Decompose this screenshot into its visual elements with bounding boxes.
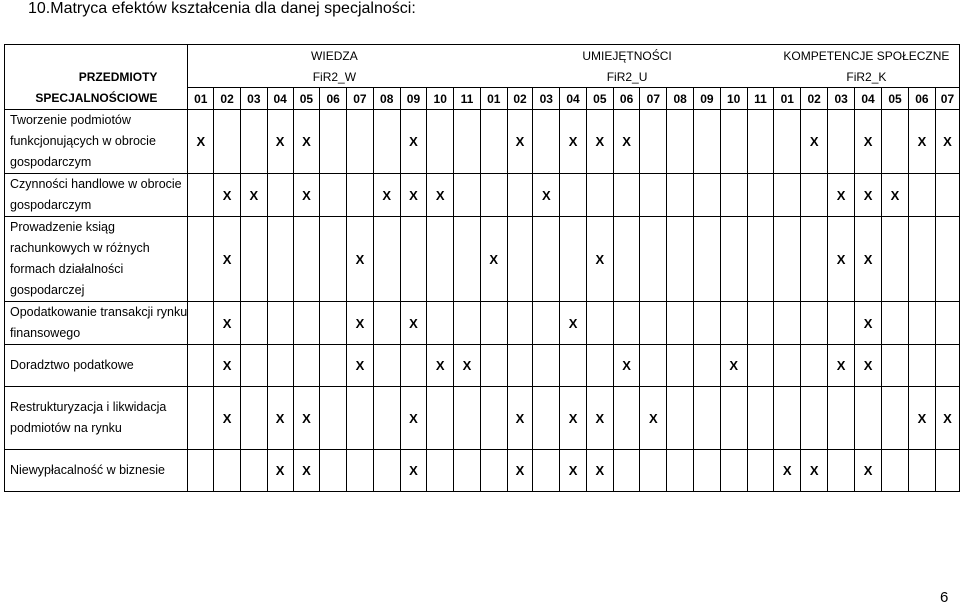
matrix-cell-u-03: X — [533, 174, 560, 217]
col-header-w-07: 07 — [347, 88, 374, 110]
col-header-u-05: 05 — [586, 88, 613, 110]
col-header-u-01: 01 — [480, 88, 507, 110]
matrix-cell-w-04 — [267, 174, 293, 217]
matrix-cell-w-03 — [240, 387, 267, 450]
matrix-cell-u-09 — [694, 450, 721, 492]
matrix-cell-k-05 — [882, 345, 909, 387]
table-row — [5, 387, 960, 450]
matrix-cell-k-02 — [801, 387, 828, 450]
matrix-cell-u-10 — [720, 217, 747, 302]
matrix-cell-u-10 — [720, 174, 747, 217]
matrix-cell-w-09: X — [400, 302, 427, 345]
matrix-cell-u-05: X — [586, 450, 613, 492]
matrix-cell-w-04 — [267, 217, 293, 302]
matrix-cell-u-04: X — [560, 387, 587, 450]
matrix-cell-w-11 — [454, 217, 481, 302]
col-header-k-02: 02 — [801, 88, 828, 110]
matrix-cell-u-01 — [480, 174, 507, 217]
matrix-cell-w-03 — [240, 450, 267, 492]
matrix-cell-w-02: X — [214, 387, 241, 450]
matrix-cell-w-07 — [347, 110, 374, 174]
matrix-cell-u-04: X — [560, 450, 587, 492]
matrix-cell-u-01: X — [480, 217, 507, 302]
subject-name: Niewypłacalność w biznesie — [5, 450, 188, 492]
matrix-cell-u-07 — [640, 302, 667, 345]
matrix-cell-k-07 — [935, 302, 959, 345]
matrix-cell-k-04: X — [855, 110, 882, 174]
matrix-cell-k-06: X — [908, 110, 935, 174]
matrix-cell-k-07 — [935, 345, 959, 387]
matrix-cell-k-03 — [828, 450, 855, 492]
matrix-cell-w-01 — [188, 217, 214, 302]
matrix-cell-u-06 — [613, 450, 640, 492]
matrix-cell-w-10: X — [427, 345, 454, 387]
subject-name: Prowadzenie ksiąg rachunkowych w różnych formach działalności gospodarczej — [5, 217, 188, 302]
matrix-cell-u-01 — [480, 450, 507, 492]
matrix-cell-u-08 — [667, 110, 694, 174]
matrix-cell-u-05: X — [586, 110, 613, 174]
matrix-cell-w-09: X — [400, 110, 427, 174]
table-row — [5, 345, 960, 387]
matrix-cell-u-02: X — [507, 110, 533, 174]
col-header-w-06: 06 — [320, 88, 347, 110]
matrix-cell-u-01 — [480, 387, 507, 450]
matrix-cell-u-11 — [747, 174, 774, 217]
col-header-u-06: 06 — [613, 88, 640, 110]
matrix-cell-u-11 — [747, 387, 774, 450]
col-header-u-11: 11 — [747, 88, 774, 110]
matrix-cell-u-01 — [480, 110, 507, 174]
matrix-cell-u-03 — [533, 387, 560, 450]
matrix-cell-u-08 — [667, 345, 694, 387]
matrix-cell-u-10 — [720, 450, 747, 492]
matrix-cell-u-07 — [640, 174, 667, 217]
matrix-cell-u-02: X — [507, 450, 533, 492]
matrix-cell-k-01 — [774, 387, 801, 450]
matrix-cell-w-07 — [347, 450, 374, 492]
matrix-cell-u-06: X — [613, 345, 640, 387]
group-code-umiejetnosci: FiR2_U — [606, 69, 648, 84]
matrix-cell-w-06 — [320, 345, 347, 387]
matrix-cell-w-11 — [454, 387, 481, 450]
matrix-cell-w-05: X — [293, 450, 320, 492]
matrix-cell-k-01: X — [774, 450, 801, 492]
matrix-cell-u-11 — [747, 450, 774, 492]
matrix-cell-w-08 — [373, 345, 400, 387]
matrix-cell-u-11 — [747, 302, 774, 345]
header-row-numbers — [5, 88, 960, 110]
header-przedmioty: PRZEDMIOTY — [5, 66, 188, 88]
col-header-w-02: 02 — [214, 88, 241, 110]
matrix-cell-u-11 — [747, 110, 774, 174]
matrix-cell-k-02 — [801, 345, 828, 387]
col-header-k-03: 03 — [828, 88, 855, 110]
table-row — [5, 217, 960, 302]
matrix-cell-u-02 — [507, 217, 533, 302]
matrix-cell-k-05 — [882, 302, 909, 345]
col-header-w-09: 09 — [400, 88, 427, 110]
col-header-u-10: 10 — [720, 88, 747, 110]
table-row — [5, 302, 960, 345]
matrix-cell-k-04: X — [855, 217, 882, 302]
matrix-cell-u-06 — [613, 302, 640, 345]
col-header-u-02: 02 — [507, 88, 533, 110]
matrix-cell-u-06 — [613, 174, 640, 217]
matrix-cell-w-10 — [427, 110, 454, 174]
matrix-cell-u-11 — [747, 345, 774, 387]
matrix-cell-w-08: X — [373, 174, 400, 217]
group-header-umiejetnosci: UMIEJĘTNOŚCI — [480, 45, 773, 67]
matrix-cell-u-08 — [667, 217, 694, 302]
matrix-cell-u-02: X — [507, 387, 533, 450]
subject-name: Doradztwo podatkowe — [5, 345, 188, 387]
col-header-w-03: 03 — [240, 88, 267, 110]
matrix-cell-w-01 — [188, 450, 214, 492]
matrix-cell-w-05 — [293, 302, 320, 345]
col-header-w-05: 05 — [293, 88, 320, 110]
matrix-cell-u-09 — [694, 387, 721, 450]
matrix-cell-w-10 — [427, 387, 454, 450]
effects-matrix-table — [4, 44, 960, 492]
matrix-cell-u-05 — [586, 302, 613, 345]
matrix-cell-u-03 — [533, 450, 560, 492]
subject-name: Czynności handlowe w obrocie gospodarczym — [5, 174, 188, 217]
matrix-cell-k-06 — [908, 217, 935, 302]
group-code-kompetencje: FiR2_K — [774, 66, 960, 88]
col-header-w-01: 01 — [188, 88, 214, 110]
matrix-cell-k-06: X — [908, 387, 935, 450]
matrix-cell-w-01 — [188, 302, 214, 345]
matrix-cell-k-01 — [774, 302, 801, 345]
matrix-cell-w-05 — [293, 217, 320, 302]
header-row-codes — [5, 66, 960, 88]
col-header-k-04: 04 — [855, 88, 882, 110]
matrix-cell-w-10 — [427, 450, 454, 492]
matrix-cell-w-06 — [320, 217, 347, 302]
matrix-cell-k-06 — [908, 174, 935, 217]
matrix-cell-w-07: X — [347, 217, 374, 302]
matrix-cell-u-09 — [694, 110, 721, 174]
matrix-cell-u-09 — [694, 217, 721, 302]
col-header-w-08: 08 — [373, 88, 400, 110]
matrix-cell-k-06 — [908, 345, 935, 387]
matrix-cell-w-03 — [240, 217, 267, 302]
matrix-cell-u-04 — [560, 217, 587, 302]
matrix-cell-u-10 — [720, 110, 747, 174]
matrix-cell-w-11: X — [454, 345, 481, 387]
matrix-cell-u-10 — [720, 387, 747, 450]
matrix-cell-u-09 — [694, 345, 721, 387]
matrix-cell-u-03 — [533, 110, 560, 174]
col-header-u-07: 07 — [640, 88, 667, 110]
matrix-cell-w-03 — [240, 110, 267, 174]
matrix-cell-w-04 — [267, 302, 293, 345]
matrix-cell-w-10 — [427, 302, 454, 345]
matrix-cell-u-04: X — [560, 110, 587, 174]
matrix-cell-w-01 — [188, 345, 214, 387]
matrix-cell-w-09: X — [400, 387, 427, 450]
matrix-cell-u-07 — [640, 110, 667, 174]
matrix-cell-w-04: X — [267, 387, 293, 450]
subject-name: Restrukturyzacja i likwidacja podmiotów na rynku — [5, 387, 188, 450]
matrix-cell-w-11 — [454, 302, 481, 345]
matrix-cell-w-02 — [214, 450, 241, 492]
matrix-cell-k-04: X — [855, 345, 882, 387]
col-header-k-01: 01 — [774, 88, 801, 110]
subject-name: Tworzenie podmiotów funkcjonujących w obrocie gospodarczym — [5, 110, 188, 174]
matrix-cell-u-05 — [586, 174, 613, 217]
matrix-cell-u-06: X — [613, 110, 640, 174]
group-code-wiedza: FiR2_W — [188, 66, 480, 88]
col-header-u-09: 09 — [694, 88, 721, 110]
header-row-groups — [5, 45, 960, 67]
matrix-cell-w-05: X — [293, 110, 320, 174]
matrix-cell-w-07 — [347, 387, 374, 450]
col-header-u-04: 04 — [560, 88, 587, 110]
matrix-cell-k-07: X — [935, 110, 959, 174]
matrix-cell-u-09 — [694, 174, 721, 217]
matrix-cell-u-07 — [640, 217, 667, 302]
matrix-cell-k-03: X — [828, 174, 855, 217]
matrix-cell-u-07 — [640, 450, 667, 492]
col-header-k-07: 07 — [935, 88, 959, 110]
matrix-cell-w-03 — [240, 302, 267, 345]
col-header-u-03: 03 — [533, 88, 560, 110]
matrix-cell-w-06 — [320, 450, 347, 492]
matrix-cell-k-04 — [855, 387, 882, 450]
matrix-cell-u-03 — [533, 217, 560, 302]
matrix-cell-w-11 — [454, 110, 481, 174]
matrix-cell-k-01 — [774, 345, 801, 387]
matrix-cell-k-05 — [882, 110, 909, 174]
matrix-cell-k-03: X — [828, 217, 855, 302]
matrix-cell-k-03 — [828, 110, 855, 174]
matrix-cell-w-03 — [240, 345, 267, 387]
matrix-cell-u-08 — [667, 450, 694, 492]
matrix-cell-w-06 — [320, 110, 347, 174]
matrix-cell-u-04: X — [560, 302, 587, 345]
matrix-cell-w-08 — [373, 387, 400, 450]
matrix-cell-w-11 — [454, 174, 481, 217]
matrix-cell-w-05: X — [293, 174, 320, 217]
matrix-cell-k-02 — [801, 217, 828, 302]
matrix-cell-k-03 — [828, 387, 855, 450]
matrix-cell-w-09: X — [400, 450, 427, 492]
header-specjalnosciowe: SPECJALNOŚCIOWE — [5, 88, 188, 110]
matrix-cell-w-06 — [320, 387, 347, 450]
matrix-cell-k-04: X — [855, 302, 882, 345]
matrix-cell-w-08 — [373, 302, 400, 345]
table-row — [5, 110, 960, 174]
matrix-cell-u-06 — [613, 387, 640, 450]
matrix-cell-k-01 — [774, 174, 801, 217]
matrix-cell-k-01 — [774, 217, 801, 302]
matrix-cell-u-01 — [480, 345, 507, 387]
header-corner-cell — [5, 45, 188, 67]
page-title: 10.Matryca efektów kształcenia dla danej specjalności: — [28, 0, 416, 17]
matrix-cell-k-05 — [882, 450, 909, 492]
matrix-cell-w-05: X — [293, 387, 320, 450]
matrix-cell-w-04 — [267, 345, 293, 387]
matrix-cell-w-01 — [188, 174, 214, 217]
matrix-cell-u-04 — [560, 345, 587, 387]
matrix-cell-w-04: X — [267, 110, 293, 174]
matrix-cell-w-06 — [320, 174, 347, 217]
matrix-cell-w-01: X — [188, 110, 214, 174]
matrix-cell-w-02: X — [214, 345, 241, 387]
matrix-cell-u-02 — [507, 174, 533, 217]
col-header-w-10: 10 — [427, 88, 454, 110]
matrix-cell-k-06 — [908, 450, 935, 492]
matrix-cell-u-11 — [747, 217, 774, 302]
col-header-k-05: 05 — [882, 88, 909, 110]
matrix-cell-u-05 — [586, 345, 613, 387]
matrix-cell-w-08 — [373, 110, 400, 174]
matrix-cell-u-03 — [533, 345, 560, 387]
matrix-cell-u-03 — [533, 302, 560, 345]
matrix-cell-u-01 — [480, 302, 507, 345]
col-header-w-11: 11 — [454, 88, 481, 110]
matrix-cell-w-01 — [188, 387, 214, 450]
matrix-cell-w-06 — [320, 302, 347, 345]
matrix-cell-u-10 — [720, 302, 747, 345]
matrix-cell-u-04 — [560, 174, 587, 217]
matrix-cell-u-02 — [507, 345, 533, 387]
matrix-cell-u-07: X — [640, 387, 667, 450]
table-row — [5, 450, 960, 492]
matrix-cell-w-08 — [373, 217, 400, 302]
matrix-cell-w-02 — [214, 110, 241, 174]
matrix-cell-w-11 — [454, 450, 481, 492]
group-header-kompetencje: KOMPETENCJE SPOŁECZNE — [774, 45, 960, 67]
matrix-cell-k-02 — [801, 174, 828, 217]
matrix-cell-u-10: X — [720, 345, 747, 387]
matrix-cell-u-07 — [640, 345, 667, 387]
group-header-wiedza: WIEDZA — [188, 45, 480, 67]
matrix-cell-k-02 — [801, 302, 828, 345]
matrix-cell-k-06 — [908, 302, 935, 345]
matrix-cell-w-09 — [400, 217, 427, 302]
matrix-cell-k-07: X — [935, 387, 959, 450]
matrix-cell-k-07 — [935, 174, 959, 217]
matrix-cell-k-05 — [882, 217, 909, 302]
matrix-cell-k-07 — [935, 217, 959, 302]
matrix-cell-k-07 — [935, 450, 959, 492]
matrix-cell-u-08 — [667, 302, 694, 345]
matrix-cell-u-08 — [667, 174, 694, 217]
matrix-cell-w-05 — [293, 345, 320, 387]
matrix-cell-w-07: X — [347, 345, 374, 387]
matrix-cell-k-02: X — [801, 450, 828, 492]
page-number: 6 — [940, 589, 949, 606]
matrix-cell-k-05: X — [882, 174, 909, 217]
matrix-cell-k-03: X — [828, 345, 855, 387]
matrix-cell-w-07 — [347, 174, 374, 217]
matrix-cell-w-08 — [373, 450, 400, 492]
matrix-cell-w-03: X — [240, 174, 267, 217]
matrix-cell-u-02 — [507, 302, 533, 345]
matrix-cell-w-02: X — [214, 217, 241, 302]
matrix-cell-w-09 — [400, 345, 427, 387]
matrix-cell-u-08 — [667, 387, 694, 450]
matrix-cell-k-02: X — [801, 110, 828, 174]
matrix-cell-w-10: X — [427, 174, 454, 217]
matrix-cell-w-07: X — [347, 302, 374, 345]
matrix-cell-u-06 — [613, 217, 640, 302]
matrix-cell-k-04: X — [855, 174, 882, 217]
col-header-u-08: 08 — [667, 88, 694, 110]
matrix-cell-k-05 — [882, 387, 909, 450]
matrix-cell-u-05: X — [586, 387, 613, 450]
matrix-cell-k-04: X — [855, 450, 882, 492]
matrix-cell-w-02: X — [214, 174, 241, 217]
matrix-cell-w-04: X — [267, 450, 293, 492]
matrix-cell-u-05: X — [586, 217, 613, 302]
col-header-k-06: 06 — [908, 88, 935, 110]
matrix-cell-w-09: X — [400, 174, 427, 217]
subject-name: Opodatkowanie transakcji rynku finansowego — [5, 302, 188, 345]
matrix-cell-w-02: X — [214, 302, 241, 345]
matrix-cell-k-01 — [774, 110, 801, 174]
col-header-w-04: 04 — [267, 88, 293, 110]
matrix-cell-u-09 — [694, 302, 721, 345]
matrix-cell-k-03 — [828, 302, 855, 345]
matrix-cell-w-10 — [427, 217, 454, 302]
table-row — [5, 174, 960, 217]
